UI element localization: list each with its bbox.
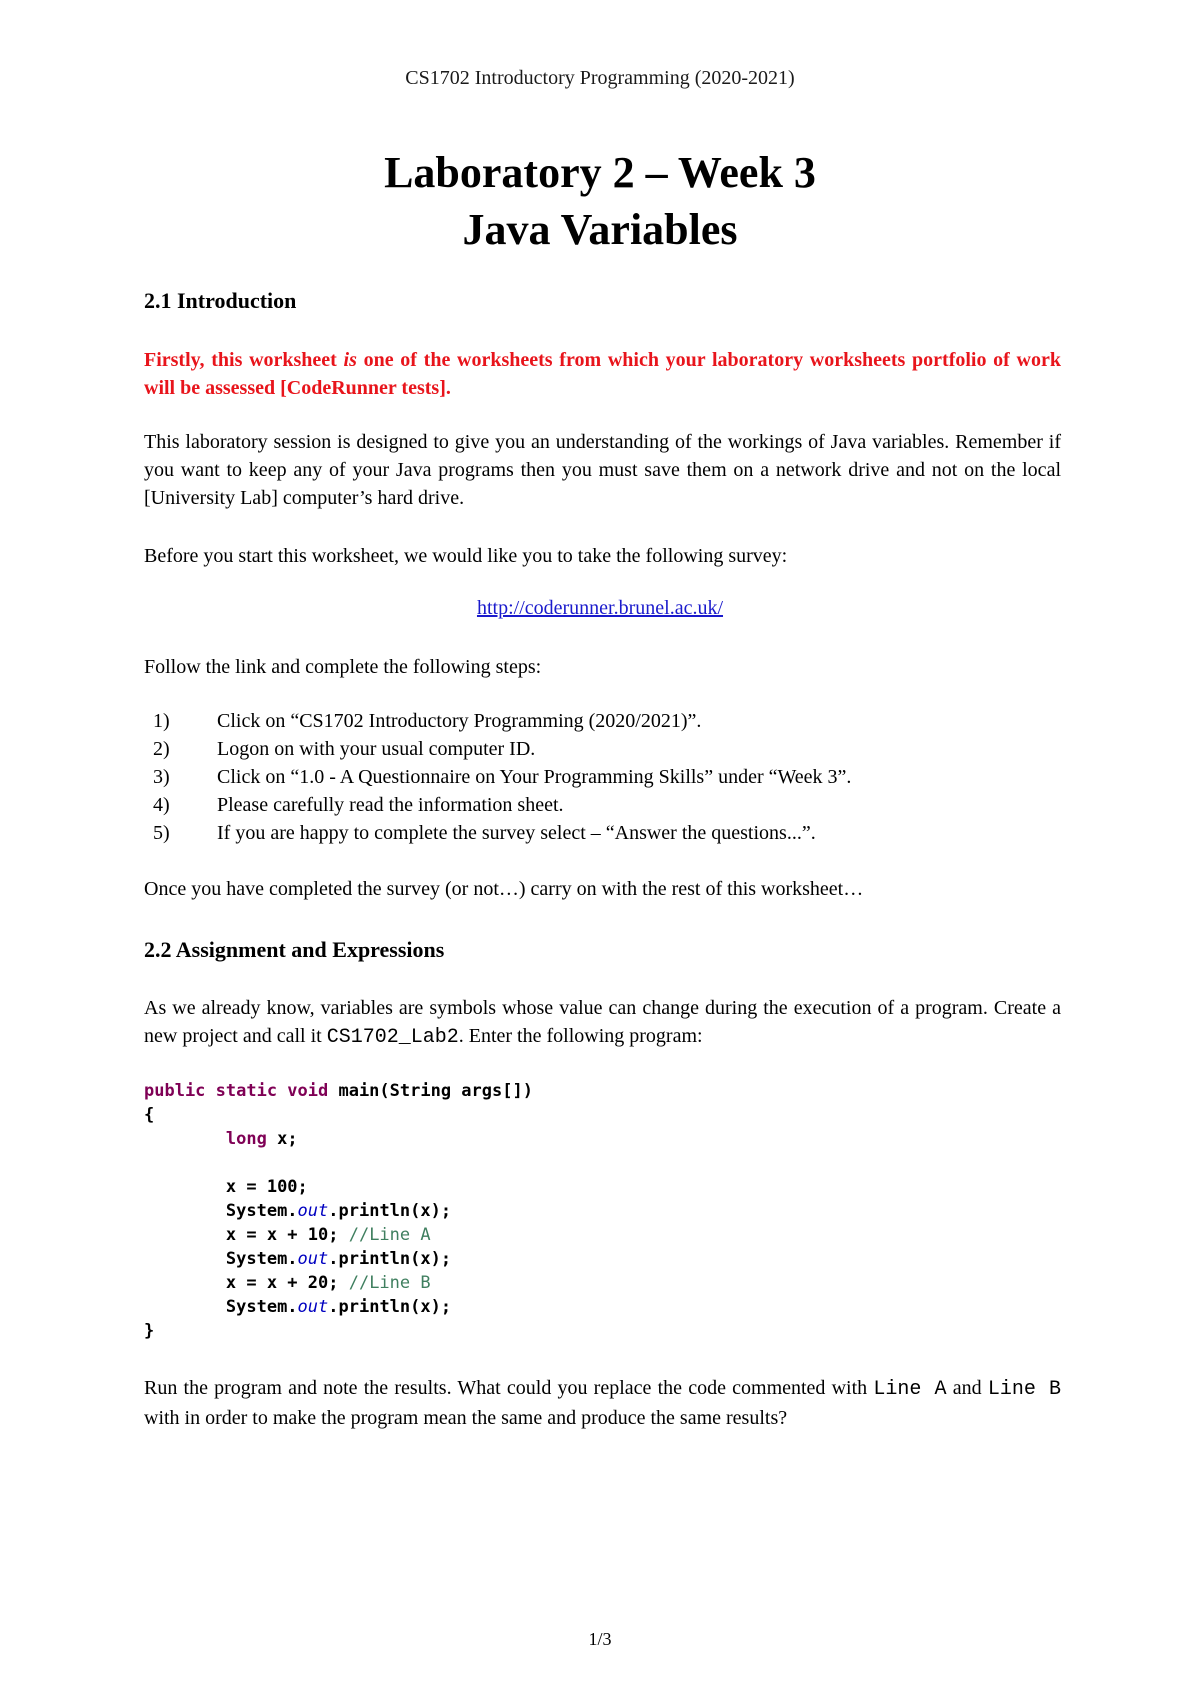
- question-text-a: Run the program and note the results. What could you replace the code commented with: [144, 1377, 874, 1399]
- code-line-2: [144, 1103, 1044, 1127]
- survey-link-line: [0, 597, 1200, 620]
- assignment-paragraph: [144, 994, 1061, 1052]
- title-line-1: Laboratory 2 – Week 3: [384, 148, 816, 197]
- assessment-notice: [144, 346, 1061, 402]
- code-text: x;: [266, 1129, 298, 1149]
- step-number: 5): [153, 822, 170, 844]
- step-number: 4): [153, 794, 170, 816]
- step-number: 2): [153, 738, 170, 760]
- code-text: System.: [225, 1297, 298, 1317]
- project-name-code: CS1702_Lab2: [326, 1026, 459, 1049]
- title-line-2: Java Variables: [462, 205, 738, 254]
- assignment-text-a: As we already know, variables are symbols whose value can change during the execution of a program. Create a new project and call it: [144, 997, 1061, 1047]
- code-field: out: [297, 1201, 329, 1221]
- notice-text-a: Firstly, this worksheet: [144, 349, 344, 371]
- assignment-text-b: . Enter the following program:: [458, 1025, 703, 1047]
- code-line-3: [144, 1127, 1044, 1151]
- continue-paragraph: Once you have completed the survey (or not…) carry on with the rest of this worksheet…: [144, 878, 864, 900]
- section-heading-assignment: 2.2 Assignment and Expressions: [144, 937, 445, 962]
- question-text-b: with in order to make the program mean the same and produce the same results?: [144, 1407, 788, 1429]
- code-text: .println(x);: [328, 1201, 452, 1221]
- code-text: x = 100;: [225, 1177, 308, 1197]
- code-line-9: [144, 1271, 1044, 1295]
- code-comment: //Line A: [348, 1225, 431, 1245]
- code-text: x = x + 20;: [225, 1273, 349, 1293]
- steps-intro: Follow the link and complete the following steps:: [144, 656, 542, 678]
- code-line-blank: [144, 1151, 1044, 1175]
- code-text: System.: [225, 1249, 298, 1269]
- code-field: out: [297, 1297, 329, 1317]
- survey-paragraph: Before you start this worksheet, we would like you to take the following survey:: [144, 545, 788, 567]
- step-number: 3): [153, 766, 170, 788]
- code-comment: //Line B: [348, 1273, 431, 1293]
- code-line-10: [144, 1295, 1044, 1319]
- code-block: [144, 1079, 1044, 1343]
- page-number: 1/3: [588, 1629, 612, 1649]
- step-text: Click on “CS1702 Introductory Programming (2020/2021)”.: [217, 710, 702, 732]
- code-line-7: [144, 1223, 1044, 1247]
- step-text: Click on “1.0 - A Questionnaire on Your Programming Skills” under “Week 3”.: [217, 766, 852, 788]
- question-paragraph: [144, 1374, 1061, 1432]
- line-b-code: Line B: [987, 1378, 1062, 1401]
- code-text: main(String args[]): [328, 1081, 533, 1101]
- code-keyword: public static void: [144, 1081, 329, 1101]
- code-line-8: [144, 1247, 1044, 1271]
- step-text: Please carefully read the information sheet.: [217, 794, 564, 816]
- list-item: [144, 763, 1061, 791]
- question-and: and: [946, 1377, 988, 1399]
- code-text: }: [144, 1321, 155, 1341]
- code-line-1: [144, 1079, 1044, 1103]
- intro-paragraph: This laboratory session is designed to give you an understanding of the workings of Java variables. Remember if you want to keep any of your Java programs then you must save them on a network drive and not on the local [University Lab] computer’s hard drive.: [144, 431, 1061, 509]
- code-text: .println(x);: [328, 1297, 452, 1317]
- code-field: out: [297, 1249, 329, 1269]
- notice-text-b: one of the worksheets from which your laboratory worksheets portfolio of work will be assessed [CodeRunner tests].: [144, 349, 1061, 399]
- code-text: .println(x);: [328, 1249, 452, 1269]
- list-item: [144, 735, 1061, 763]
- code-text: x = x + 10;: [225, 1225, 349, 1245]
- code-text: System.: [225, 1201, 298, 1221]
- steps-list: [144, 707, 1061, 847]
- code-keyword: long: [225, 1129, 267, 1149]
- step-text: If you are happy to complete the survey select – “Answer the questions...”.: [217, 822, 816, 844]
- step-text: Logon on with your usual computer ID.: [217, 738, 536, 760]
- code-line-11: [144, 1319, 1044, 1343]
- survey-link[interactable]: http://coderunner.brunel.ac.uk/: [476, 597, 724, 619]
- line-a-code: Line A: [873, 1378, 947, 1401]
- list-item: [144, 707, 1061, 735]
- code-line-5: [144, 1175, 1044, 1199]
- page-header: CS1702 Introductory Programming (2020-2021): [405, 67, 795, 89]
- notice-emphasis: is: [343, 349, 357, 371]
- code-line-6: [144, 1199, 1044, 1223]
- section-heading-introduction: 2.1 Introduction: [144, 288, 297, 313]
- code-text: {: [144, 1105, 155, 1125]
- list-item: [144, 791, 1061, 819]
- step-number: 1): [153, 710, 170, 732]
- list-item: [144, 819, 1061, 847]
